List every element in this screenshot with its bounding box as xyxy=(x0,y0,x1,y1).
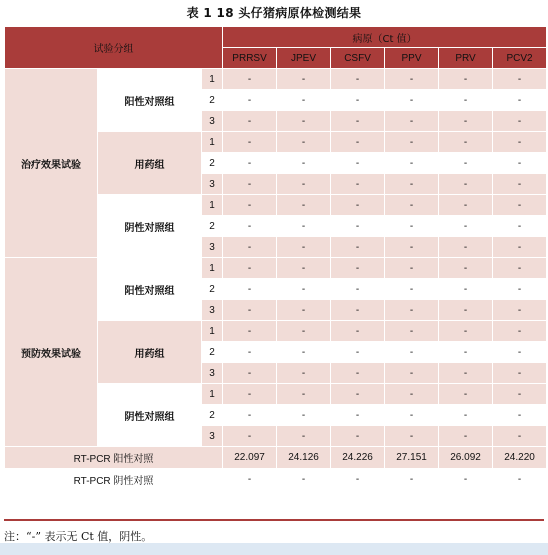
pathogen-header-jpev: JPEV xyxy=(277,48,331,69)
ct-value-cell: - xyxy=(277,279,331,300)
ct-value-cell: - xyxy=(493,363,547,384)
ct-value-cell: - xyxy=(223,321,277,342)
ct-value-cell: - xyxy=(439,111,493,132)
ct-value-cell: - xyxy=(439,279,493,300)
ct-value-cell: - xyxy=(439,405,493,426)
animal-number: 3 xyxy=(202,237,223,258)
ct-value-cell: - xyxy=(277,216,331,237)
ct-value-cell: - xyxy=(439,216,493,237)
animal-number: 1 xyxy=(202,321,223,342)
ct-value-cell: - xyxy=(277,300,331,321)
animal-number: 2 xyxy=(202,90,223,111)
ct-value-cell: - xyxy=(223,216,277,237)
ct-value-cell: - xyxy=(277,153,331,174)
ct-value-cell: - xyxy=(439,69,493,90)
ct-value-cell: - xyxy=(223,363,277,384)
ct-value-cell: - xyxy=(439,90,493,111)
ct-value-cell: - xyxy=(439,258,493,279)
ct-value-cell: - xyxy=(385,384,439,405)
animal-number: 1 xyxy=(202,258,223,279)
ct-value-cell: - xyxy=(439,300,493,321)
ct-value-cell: - xyxy=(439,174,493,195)
ct-value-cell: - xyxy=(439,426,493,447)
ct-value-cell: - xyxy=(223,258,277,279)
ct-value-cell: - xyxy=(493,153,547,174)
group-label: 治疗效果试验 xyxy=(5,69,98,258)
animal-number: 1 xyxy=(202,132,223,153)
ct-value-cell: - xyxy=(223,111,277,132)
animal-number: 2 xyxy=(202,342,223,363)
ct-value-cell: - xyxy=(439,342,493,363)
ct-value-cell: - xyxy=(385,426,439,447)
ct-value-cell: - xyxy=(385,195,439,216)
ct-value-cell: - xyxy=(277,195,331,216)
animal-number: 2 xyxy=(202,216,223,237)
control-ct-value: - xyxy=(385,469,439,491)
ct-value-cell: - xyxy=(223,405,277,426)
ct-value-cell: - xyxy=(385,174,439,195)
ct-value-cell: - xyxy=(331,363,385,384)
ct-value-cell: - xyxy=(493,426,547,447)
ct-value-cell: - xyxy=(439,321,493,342)
ct-value-cell: - xyxy=(493,132,547,153)
control-ct-value: 22.097 xyxy=(223,447,277,469)
control-ct-value: - xyxy=(223,469,277,491)
ct-value-cell: - xyxy=(223,342,277,363)
ct-value-cell: - xyxy=(493,321,547,342)
ct-value-cell: - xyxy=(385,153,439,174)
ct-value-cell: - xyxy=(439,237,493,258)
group-label: 预防效果试验 xyxy=(5,258,98,447)
ct-value-cell: - xyxy=(385,111,439,132)
control-row xyxy=(5,469,547,491)
ct-value-cell: - xyxy=(331,195,385,216)
ct-value-cell: - xyxy=(493,216,547,237)
ct-value-cell: - xyxy=(493,300,547,321)
ct-value-cell: - xyxy=(493,237,547,258)
ct-value-cell: - xyxy=(277,342,331,363)
animal-number: 2 xyxy=(202,279,223,300)
page-footer-band xyxy=(0,543,548,555)
control-ct-value: - xyxy=(493,469,547,491)
ct-value-cell: - xyxy=(385,300,439,321)
animal-number: 3 xyxy=(202,174,223,195)
ct-value-cell: - xyxy=(331,132,385,153)
ct-value-cell: - xyxy=(223,90,277,111)
control-ct-value: 24.126 xyxy=(277,447,331,469)
ct-value-cell: - xyxy=(277,174,331,195)
pathogen-header-pcv2: PCV2 xyxy=(493,48,547,69)
table-bottom-rule xyxy=(4,519,544,521)
ct-value-cell: - xyxy=(493,405,547,426)
ct-value-cell: - xyxy=(331,216,385,237)
ct-value-cell: - xyxy=(331,405,385,426)
ct-value-cell: - xyxy=(385,279,439,300)
ct-value-cell: - xyxy=(493,174,547,195)
ct-value-cell: - xyxy=(223,132,277,153)
control-label: RT-PCR 阴性对照 xyxy=(5,469,223,491)
table-caption: 表 1 18 头仔猪病原体检测结果 xyxy=(186,6,362,20)
ct-value-cell: - xyxy=(277,69,331,90)
ct-value-cell: - xyxy=(385,258,439,279)
animal-number: 2 xyxy=(202,153,223,174)
ct-value-cell: - xyxy=(277,111,331,132)
control-ct-value: 26.092 xyxy=(439,447,493,469)
pathogen-result-table xyxy=(4,26,547,491)
ct-value-cell: - xyxy=(331,237,385,258)
animal-number: 1 xyxy=(202,195,223,216)
ct-value-cell: - xyxy=(223,426,277,447)
table-row xyxy=(5,258,547,279)
ct-value-cell: - xyxy=(223,237,277,258)
ct-value-cell: - xyxy=(385,69,439,90)
ct-value-cell: - xyxy=(385,363,439,384)
ct-value-cell: - xyxy=(439,384,493,405)
ct-value-cell: - xyxy=(331,90,385,111)
ct-value-cell: - xyxy=(385,321,439,342)
subgroup-label: 用药组 xyxy=(98,321,202,384)
animal-number: 3 xyxy=(202,363,223,384)
control-label: RT-PCR 阳性对照 xyxy=(5,447,223,469)
ct-value-cell: - xyxy=(331,153,385,174)
ct-value-cell: - xyxy=(277,258,331,279)
animal-number: 3 xyxy=(202,426,223,447)
animal-number: 1 xyxy=(202,69,223,90)
ct-value-cell: - xyxy=(493,90,547,111)
ct-value-cell: - xyxy=(223,300,277,321)
ct-value-cell: - xyxy=(493,384,547,405)
ct-value-cell: - xyxy=(385,237,439,258)
ct-value-cell: - xyxy=(493,342,547,363)
ct-value-cell: - xyxy=(223,153,277,174)
ct-value-cell: - xyxy=(223,279,277,300)
ct-value-cell: - xyxy=(493,195,547,216)
ct-value-cell: - xyxy=(331,69,385,90)
ct-value-cell: - xyxy=(277,384,331,405)
ct-value-cell: - xyxy=(439,195,493,216)
control-row xyxy=(5,447,547,469)
animal-number: 2 xyxy=(202,405,223,426)
table-note: 注：“-” 表示无 Ct 值，阴性。 xyxy=(4,530,153,543)
group-column-header: 试验分组 xyxy=(5,27,223,69)
control-ct-value: 24.226 xyxy=(331,447,385,469)
ct-value-cell: - xyxy=(493,258,547,279)
ct-value-cell: - xyxy=(277,363,331,384)
ct-value-cell: - xyxy=(277,405,331,426)
ct-value-cell: - xyxy=(493,69,547,90)
control-ct-value: - xyxy=(331,469,385,491)
pathogen-column-header: 病原（Ct 值） xyxy=(223,27,547,48)
ct-value-cell: - xyxy=(439,153,493,174)
ct-value-cell: - xyxy=(385,90,439,111)
ct-value-cell: - xyxy=(223,384,277,405)
animal-number: 3 xyxy=(202,111,223,132)
ct-value-cell: - xyxy=(331,111,385,132)
ct-value-cell: - xyxy=(331,300,385,321)
ct-value-cell: - xyxy=(277,321,331,342)
ct-value-cell: - xyxy=(385,132,439,153)
pathogen-header-csfv: CSFV xyxy=(331,48,385,69)
ct-value-cell: - xyxy=(331,384,385,405)
ct-value-cell: - xyxy=(277,132,331,153)
subgroup-label: 阴性对照组 xyxy=(98,384,202,447)
control-ct-value: 27.151 xyxy=(385,447,439,469)
control-ct-value: - xyxy=(277,469,331,491)
ct-value-cell: - xyxy=(277,90,331,111)
ct-value-cell: - xyxy=(439,363,493,384)
subgroup-label: 阴性对照组 xyxy=(98,195,202,258)
ct-value-cell: - xyxy=(331,279,385,300)
pathogen-header-ppv: PPV xyxy=(385,48,439,69)
ct-value-cell: - xyxy=(223,195,277,216)
animal-number: 3 xyxy=(202,300,223,321)
ct-value-cell: - xyxy=(331,321,385,342)
ct-value-cell: - xyxy=(331,258,385,279)
control-ct-value: 24.220 xyxy=(493,447,547,469)
subgroup-label: 阳性对照组 xyxy=(98,258,202,321)
ct-value-cell: - xyxy=(493,279,547,300)
ct-value-cell: - xyxy=(277,426,331,447)
ct-value-cell: - xyxy=(385,216,439,237)
ct-value-cell: - xyxy=(331,174,385,195)
subgroup-label: 阳性对照组 xyxy=(98,69,202,132)
ct-value-cell: - xyxy=(331,426,385,447)
ct-value-cell: - xyxy=(385,342,439,363)
subgroup-label: 用药组 xyxy=(98,132,202,195)
table-row xyxy=(5,69,547,90)
ct-value-cell: - xyxy=(223,69,277,90)
ct-value-cell: - xyxy=(277,237,331,258)
ct-value-cell: - xyxy=(439,132,493,153)
pathogen-header-prrsv: PRRSV xyxy=(223,48,277,69)
ct-value-cell: - xyxy=(493,111,547,132)
animal-number: 1 xyxy=(202,384,223,405)
ct-value-cell: - xyxy=(385,405,439,426)
pathogen-header-prv: PRV xyxy=(439,48,493,69)
control-ct-value: - xyxy=(439,469,493,491)
ct-value-cell: - xyxy=(223,174,277,195)
ct-value-cell: - xyxy=(331,342,385,363)
